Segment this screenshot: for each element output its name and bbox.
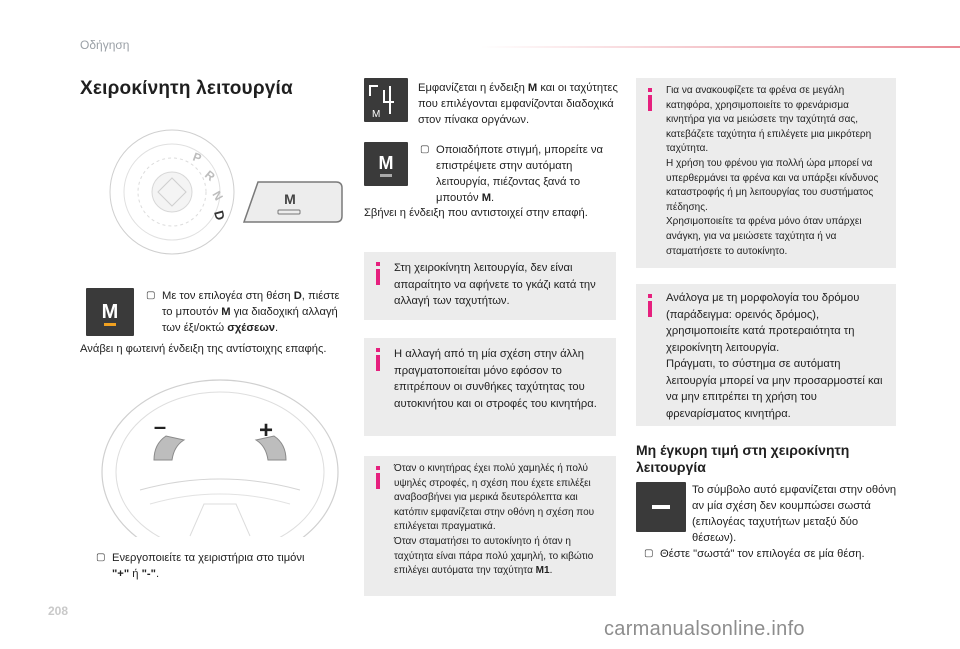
bullet-arrow-icon: ▢ bbox=[146, 290, 156, 301]
svg-text:M: M bbox=[378, 153, 394, 173]
info-icon bbox=[376, 473, 380, 489]
info-box-brakes: Για να ανακουφίζετε τα φρένα σε μεγάλη κατηφόρα, χρησιμοποιείτε το φρενάρισμα κινητήρα για να μειώσετε την ταχύτητά σας, κατεβάζετε ταχύτητα ή επιλέγετε μια μικρότερη ταχύτητα. Η χρήση του φρένου για πολλή ώρα μπορεί να υπερθερμάνει τα φρένα και να υπάρξει κίνδυνος καταστροφής ή μη λειτουργίας του συστήματος πέδησης. Χρησιμοποιείτε τα φρένα μόνο όταν υπάρχει ανάγκη, για να μειώσετε ταχύτητα ή να σταματήσετε το αυτοκίνητο. bbox=[636, 78, 896, 268]
info-icon-dot bbox=[648, 294, 652, 298]
gear-letter-n: N bbox=[209, 188, 226, 204]
header-rule bbox=[480, 46, 960, 48]
left-bullet-1: ▢ Με τον επιλογέα στη θέση D, πιέστε το μπουτόν M για διαδοχική αλλαγή των έξι/οκτώ σχέσεων. bbox=[146, 290, 340, 334]
info-icon-dot bbox=[376, 262, 380, 266]
info-icon bbox=[376, 269, 380, 285]
gear-letter-r: R bbox=[202, 167, 218, 184]
steering-wheel-illustration bbox=[80, 372, 360, 537]
page-title: Χειροκίνητη λειτουργία bbox=[80, 78, 293, 99]
left-bullet-2: ▢ Ενεργοποιείτε τα χειριστήρια στο τιμόνι "+" ή "-". bbox=[96, 552, 305, 580]
info-box-throttle: Στη χειροκίνητη λειτουργία, δεν είναι απαραίτητο να αφήνετε το γκάζι κατά την αλλαγή των ταχυτήτων. bbox=[364, 252, 616, 320]
paddle-plus-label: + bbox=[258, 417, 274, 444]
middle-intro-text: Εμφανίζεται η ένδειξη M και οι ταχύτητες που επιλέγονται εμφανίζονται διαδοχικά στον πίνακα οργάνων. bbox=[418, 82, 618, 126]
section-subtitle: Μη έγκυρη τιμή στη χειροκίνητη λειτουργία bbox=[636, 442, 850, 475]
gear-m-button: M bbox=[284, 191, 296, 207]
info-box-road-profile: Ανάλογα με τη μορφολογία του δρόμου (παράδειγμα: ορεινός δρόμος), χρησιμοποιείτε κατά προτεραιότητα τη χειροκίνητη λειτουργία. Πράγματι, το σύστημα σε αυτόματη λειτουργία μπορεί να μην προσαρμοστεί και να μην επιτρέπει τη χρήση του φρεναρίσματος κινητήρα. bbox=[636, 284, 896, 426]
info-icon-dot bbox=[376, 466, 380, 470]
invalid-gear-dash-icon bbox=[636, 482, 686, 532]
paddle-minus-label: – bbox=[153, 414, 167, 439]
info-box-gear-change: Η αλλαγή από τη μία σχέση στην άλλη πραγματοποιείται μόνο εφόσον το επιτρέπουν οι συνθήκες ταχύτητας του αυτοκινήτου και οι στροφές του κινητήρα. bbox=[364, 338, 616, 436]
left-after-text: Ανάβει η φωτεινή ένδειξη της αντίστοιχης επαφής. bbox=[80, 343, 327, 355]
svg-text:M: M bbox=[101, 301, 119, 323]
m-button-amber-icon bbox=[86, 288, 134, 336]
info-icon bbox=[648, 301, 652, 317]
info-icon bbox=[376, 355, 380, 371]
gear-letter-d: D bbox=[211, 208, 229, 222]
bullet-arrow-icon: ▢ bbox=[96, 552, 106, 563]
middle-bullet: ▢ Οποιαδήποτε στιγμή, μπορείτε να επιστρέψετε στην αυτόματη λειτουργία, πιέζοντας ξανά το μπουτόν M. bbox=[420, 144, 603, 204]
svg-text:M: M bbox=[372, 109, 381, 120]
info-box-engine-rpm: Όταν ο κινητήρας έχει πολύ χαμηλές ή πολύ υψηλές στροφές, η σχέση που έχετε επιλέξει αναβοσβήνει για μερικά δευτερόλεπτα και κατόπιν εμφανίζεται στην οθόνη η σχέση που επιλέγεται πραγματικά. Όταν σταματήσει το αυτοκίνητο ή όταν η ταχύτητα είναι πάρα πολύ χαμηλή, το κιβώτιο επιλέγει αυτόματα την ταχύτητα M1. bbox=[364, 456, 616, 596]
info-icon-dot bbox=[376, 348, 380, 352]
gear-selector-illustration bbox=[80, 120, 360, 270]
gear-letter-p: P bbox=[190, 149, 204, 166]
bullet-arrow-icon: ▢ bbox=[420, 144, 430, 155]
section-label: Οδήγηση bbox=[80, 38, 130, 52]
m-button-grey-icon bbox=[364, 142, 408, 186]
info-icon bbox=[648, 95, 652, 111]
page-number: 208 bbox=[48, 604, 69, 618]
right-bullet: ▢ Θέστε "σωστά" τον επιλογέα σε μία θέση. bbox=[644, 548, 865, 560]
middle-after-text: Σβήνει η ένδειξη που αντιστοιχεί στην επαφή. bbox=[364, 207, 588, 219]
display-m-indicator-icon bbox=[364, 78, 408, 122]
info-icon-dot bbox=[648, 88, 652, 92]
bullet-arrow-icon: ▢ bbox=[644, 548, 654, 559]
watermark: carmanualsonline.info bbox=[604, 618, 805, 640]
invalid-gear-text: Το σύμβολο αυτό εμφανίζεται στην οθόνη αν μία σχέση δεν κουμπώσει σωστά (επιλογέας ταχυτήτων μεταξύ δύο θέσεων). bbox=[692, 484, 897, 544]
